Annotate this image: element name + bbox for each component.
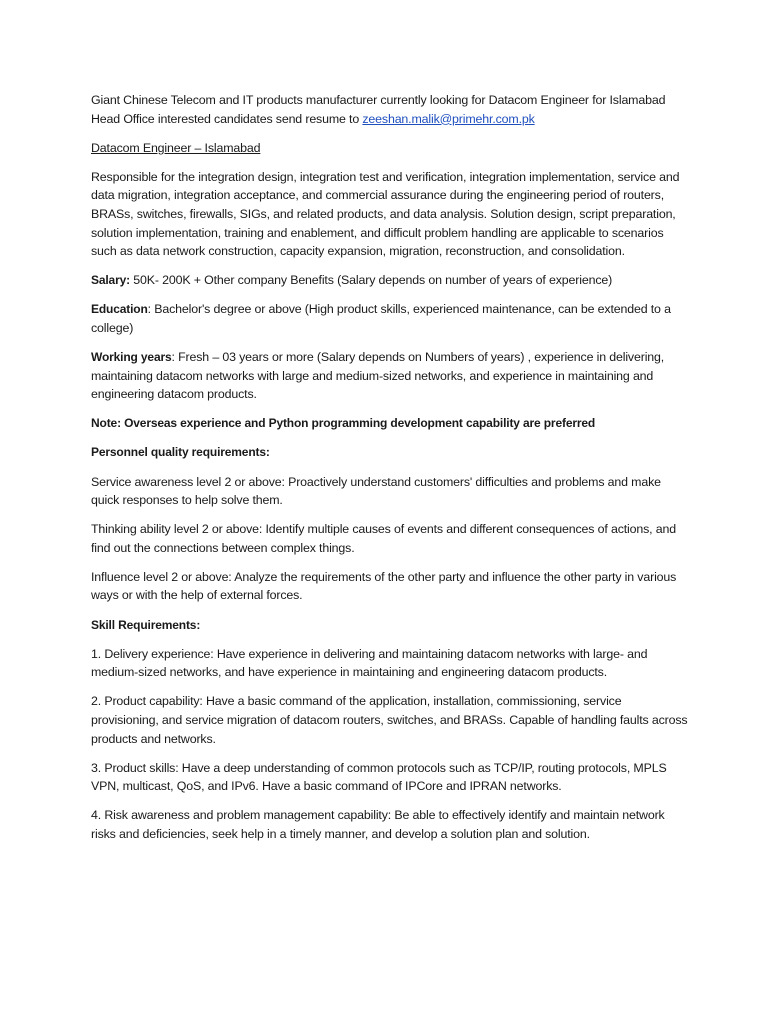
document-page <box>91 91 691 854</box>
intro-text: Giant Chinese Telecom and IT products manufacturer currently looking for Datacom Engineer for Islamabad Head Office interested candidates send resume to <box>91 93 666 126</box>
note-paragraph: Note: Overseas experience and Python programming development capability are preferred <box>91 416 596 431</box>
education-label: Education <box>91 302 148 317</box>
education-text: : Bachelor's degree or above (High product skills, experienced maintenance, can be extended to a college) <box>91 302 671 335</box>
skill-item: 2. Product capability: Have a basic command of the application, installation, commissioning, service provisioning, and service migration of datacom routers, switches, and BRASs. Capable of handling faults across products and networks. <box>91 694 688 746</box>
email-link[interactable]: zeeshan.malik@primehr.com.pk <box>362 111 535 126</box>
working-years-text: : Fresh – 03 years or more (Salary depends on Numbers of years) , experience in delivering, maintaining datacom networks with large and medium-sized networks, and experience in maintaining and engineering datacom products. <box>91 350 665 402</box>
description-paragraph: Responsible for the integration design, integration test and verification, integration implementation, service and data migration, integration acceptance, and commercial assurance during the engineering period of routers, BRASs, switches, firewalls, SIGs, and related products, and data analysis. Solution design, script preparation, solution implementation, training and enablement, and difficult problem handling are applicable to scenarios such as data network construction, capacity expansion, migration, reconstruction, and consolidation. <box>91 169 680 259</box>
salary-text: 50K- 200K + Other company Benefits (Salary depends on number of years of experience) <box>129 273 613 288</box>
job-title-heading <box>91 139 691 158</box>
personnel-item: Service awareness level 2 or above: Proactively understand customers' difficulties and problems and make quick responses to help solve them. <box>91 474 661 508</box>
skill-item: 4. Risk awareness and problem management capability: Be able to effectively identify and maintain network risks and deficiencies, seek help in a timely manner, and develop a solution plan and solution. <box>91 808 665 841</box>
working-years-paragraph <box>91 348 691 404</box>
salary-paragraph <box>91 271 691 290</box>
personnel-item: Thinking ability level 2 or above: Identify multiple causes of events and different consequences of actions, and find out the connections between complex things. <box>91 522 676 555</box>
skill-item: 1. Delivery experience: Have experience in delivering and maintaining datacom networks with large- and medium-sized networks, and have experience in maintaining and engineering datacom products. <box>91 646 648 680</box>
skills-heading: Skill Requirements: <box>91 617 201 632</box>
salary-label: Salary: <box>91 273 130 288</box>
job-title: Datacom Engineer – Islamabad <box>91 140 261 155</box>
working-years-label: Working years <box>91 350 172 365</box>
education-paragraph <box>91 300 691 337</box>
intro-paragraph <box>91 91 691 128</box>
personnel-item: Influence level 2 or above: Analyze the requirements of the other party and influence the other party in various ways or with the help of external forces. <box>91 569 677 603</box>
personnel-heading: Personnel quality requirements: <box>91 445 270 460</box>
skill-item: 3. Product skills: Have a deep understanding of common protocols such as TCP/IP, routing protocols, MPLS VPN, multicast, QoS, and IPv6. Have a basic command of IPCore and IPRAN networks. <box>91 760 667 794</box>
